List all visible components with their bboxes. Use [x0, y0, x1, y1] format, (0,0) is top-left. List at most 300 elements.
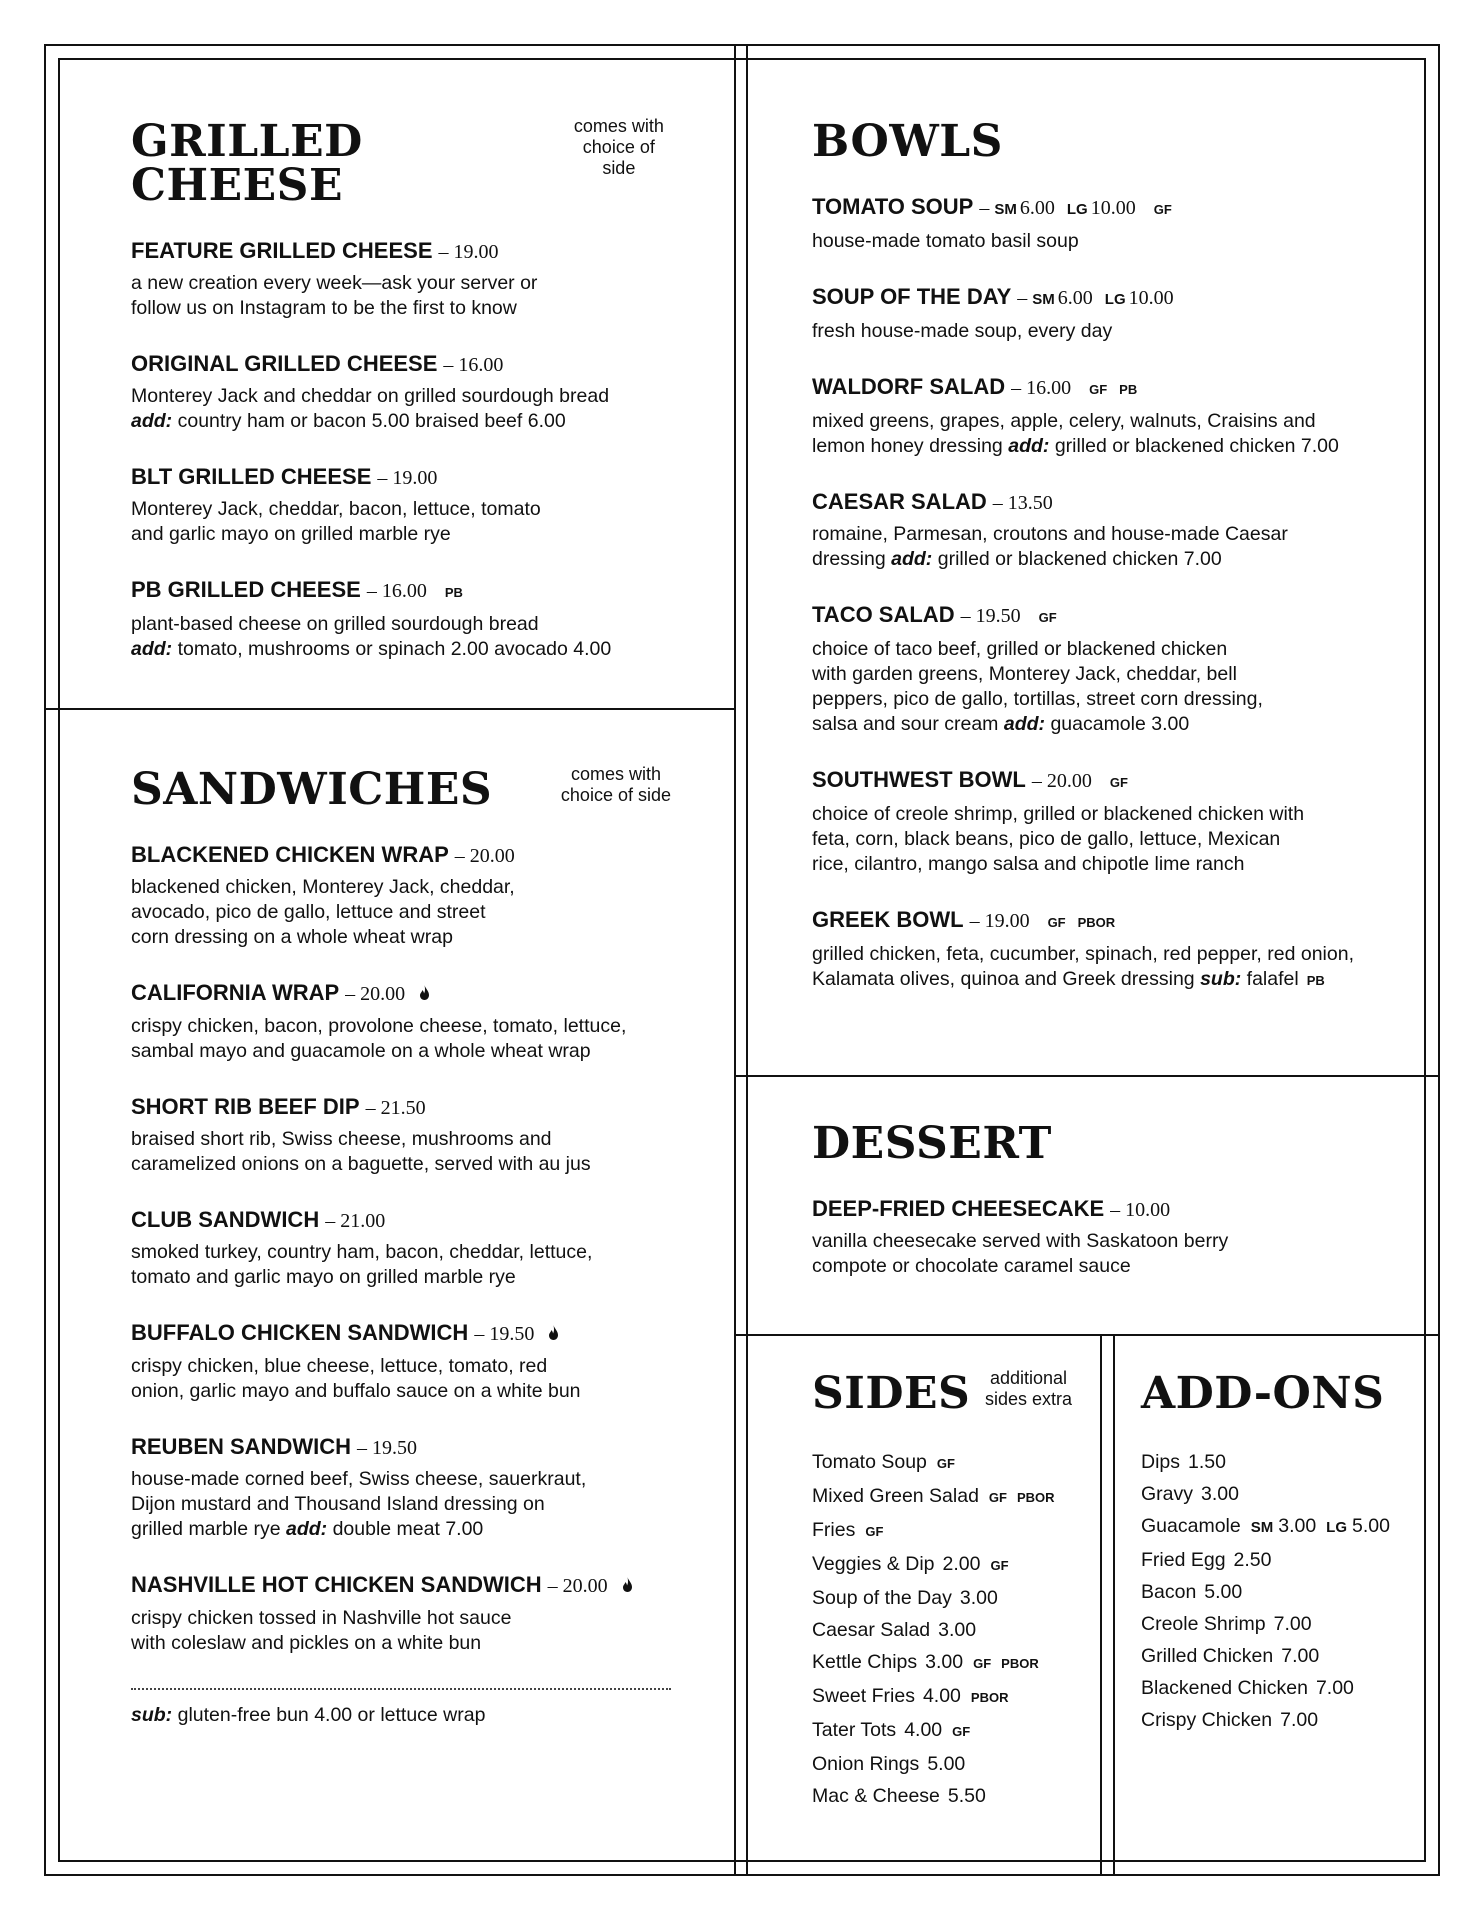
menu-item	[812, 907, 1412, 993]
list-item-price: 1.50	[1188, 1451, 1226, 1473]
item-price: 21.00	[340, 1210, 386, 1232]
item-name-row	[131, 238, 671, 265]
list-item-price: 5.00	[1352, 1515, 1390, 1537]
item-price: 20.00	[1046, 770, 1092, 792]
description-text: Kalamata olives, quinoa and Greek dressing	[812, 968, 1195, 990]
description-line: house-made tomato basil soup	[812, 230, 1079, 252]
price-dash: –	[325, 1210, 336, 1232]
modifier-text: grilled or blackened chicken 7.00	[1054, 435, 1339, 457]
chili-pepper-icon	[419, 982, 430, 1008]
item-name-row	[812, 284, 1412, 313]
item-price: 6.00	[1019, 197, 1055, 219]
item-description	[131, 875, 671, 950]
dotted-separator	[131, 1688, 671, 1690]
menu-item	[131, 1572, 671, 1656]
sandwiches-section	[131, 764, 671, 1727]
price-dash: –	[1011, 377, 1022, 399]
price-dash: –	[1110, 1199, 1121, 1221]
menu-item	[131, 1207, 671, 1290]
modifier-text: guacamole 3.00	[1050, 713, 1190, 735]
item-price: 13.50	[1007, 492, 1053, 514]
item-name: FEATURE GRILLED CHEESE	[131, 238, 433, 263]
diet-tag: GF	[1047, 915, 1066, 930]
item-description	[131, 271, 671, 321]
diet-tag: GF	[973, 1656, 992, 1671]
description-line: choice of taco beef, grilled or blackened chicken	[812, 638, 1228, 660]
section-header	[1141, 1368, 1431, 1419]
item-description	[812, 522, 1412, 572]
menu-item	[812, 194, 1412, 254]
side-note-line: choice of side	[560, 785, 671, 805]
list-item	[1141, 1576, 1431, 1608]
list-item-name: Gravy	[1141, 1483, 1194, 1505]
sides-divider-right	[1113, 1334, 1115, 1876]
diet-tag: GF	[1153, 202, 1172, 217]
item-price: 16.00	[458, 354, 504, 376]
list-item-name: Soup of the Day	[812, 1587, 952, 1609]
description-line: romaine, Parmesan, croutons and house-made Caesar	[812, 523, 1288, 545]
list-item-name: Blackened Chicken	[1141, 1677, 1308, 1699]
price-dash: –	[474, 1323, 485, 1345]
menu-item	[131, 1094, 671, 1177]
description-line: a new creation every week—ask your server or	[131, 272, 538, 294]
item-price: 6.00	[1057, 287, 1093, 309]
item-name-row	[131, 1320, 671, 1348]
menu-item	[131, 980, 671, 1064]
sides-divider-left	[1100, 1334, 1102, 1876]
item-description	[812, 229, 1412, 254]
item-price: 16.00	[1026, 377, 1072, 399]
size-price	[1067, 194, 1136, 223]
description-line: Dijon mustard and Thousand Island dressing on	[131, 1493, 545, 1515]
list-item-price: 3.00	[1201, 1483, 1239, 1505]
description-line: peppers, pico de gallo, tortillas, street corn dressing,	[812, 688, 1263, 710]
item-price: 10.00	[1090, 197, 1136, 219]
item-name-row	[812, 767, 1412, 796]
item-price: 16.00	[381, 580, 427, 602]
size-label: SM	[1250, 1519, 1274, 1536]
list-item-price: 2.50	[1233, 1549, 1272, 1571]
list-item-price: 7.00	[1281, 1645, 1320, 1667]
price-dash: –	[992, 492, 1003, 514]
side-note-line: additional	[989, 1368, 1067, 1388]
modifier-text: country ham or bacon 5.00 braised beef 6.00	[177, 410, 566, 432]
list-item-price: 3.00	[925, 1651, 964, 1673]
diet-tag: GF	[1038, 610, 1057, 625]
item-price: 19.00	[453, 241, 499, 263]
diet-tag: GF	[865, 1524, 884, 1539]
description-line: sambal mayo and guacamole on a whole wheat wrap	[131, 1040, 591, 1062]
description-line: braised short rib, Swiss cheese, mushrooms and	[131, 1128, 552, 1150]
vertical-divider-right	[746, 44, 748, 1876]
list-item-price: 5.00	[927, 1753, 966, 1775]
diet-tag: GF	[988, 1490, 1007, 1505]
price-dash: –	[443, 354, 454, 376]
description-line: rice, cilantro, mango salsa and chipotle lime ranch	[812, 853, 1245, 875]
description-line	[131, 409, 671, 434]
item-description	[131, 1240, 671, 1290]
item-name-row	[812, 602, 1412, 631]
item-description	[131, 497, 671, 547]
item-description	[812, 1229, 1412, 1279]
menu-item	[812, 767, 1412, 877]
section-header	[812, 116, 1412, 167]
menu-item	[812, 284, 1412, 344]
modifier-text: tomato, mushrooms or spinach 2.00 avocado 4.00	[177, 638, 612, 660]
item-name-row	[812, 1196, 1412, 1223]
description-text: grilled marble rye	[131, 1518, 281, 1540]
list-item	[812, 1614, 1072, 1646]
item-name: CALIFORNIA WRAP	[131, 980, 340, 1005]
description-line: house-made corned beef, Swiss cheese, sauerkraut,	[131, 1468, 587, 1490]
item-name: CLUB SANDWICH	[131, 1207, 320, 1232]
description-line: blackened chicken, Monterey Jack, cheddar,	[131, 876, 515, 898]
list-item-name: Sweet Fries	[812, 1685, 915, 1707]
diet-tag: PBOR	[1001, 1656, 1039, 1671]
addons-section	[1141, 1368, 1431, 1736]
section-title: GRILLED CHEESE	[131, 116, 363, 211]
item-name: ORIGINAL GRILLED CHEESE	[131, 351, 438, 376]
item-name-row	[131, 464, 671, 491]
section-header	[131, 116, 671, 211]
item-list	[1141, 1446, 1431, 1736]
modifier-text: double meat 7.00	[332, 1518, 484, 1540]
description-line: and garlic mayo on grilled marble rye	[131, 523, 451, 545]
size-label: SM	[1032, 291, 1055, 308]
side-note-line: comes with	[570, 764, 661, 784]
item-name-row	[131, 980, 671, 1008]
list-item-name: Fries	[812, 1519, 856, 1541]
list-item	[1141, 1510, 1431, 1544]
side-note-line: comes with	[573, 116, 664, 136]
size-price	[1032, 284, 1093, 313]
vertical-divider-left	[734, 44, 736, 1876]
description-line: tomato and garlic mayo on grilled marble rye	[131, 1266, 516, 1288]
description-line: with coleslaw and pickles on a white bun	[131, 1632, 482, 1654]
menu-item	[812, 1196, 1412, 1279]
menu-item	[131, 351, 671, 434]
item-price: 21.50	[380, 1097, 426, 1119]
list-item	[812, 1480, 1072, 1514]
diet-tag: PB	[444, 585, 463, 600]
item-name-row	[812, 194, 1412, 223]
item-name: TOMATO SOUP	[812, 194, 974, 219]
section-header	[812, 1118, 1412, 1169]
list-item	[812, 1646, 1072, 1680]
menu-item	[812, 602, 1412, 737]
size-label: LG	[1326, 1519, 1348, 1536]
item-name-row	[812, 374, 1412, 403]
description-line: crispy chicken, blue cheese, lettuce, tomato, red	[131, 1355, 548, 1377]
item-name: SOUTHWEST BOWL	[812, 767, 1026, 792]
list-item-name: Mac & Cheese	[812, 1785, 940, 1807]
description-line: plant-based cheese on grilled sourdough bread	[131, 613, 539, 635]
description-line: Monterey Jack, cheddar, bacon, lettuce, tomato	[131, 498, 541, 520]
item-name: WALDORF SALAD	[812, 374, 1006, 399]
modifier-label: add:	[131, 410, 173, 432]
price-dash: –	[969, 910, 980, 932]
price-dash: –	[454, 845, 465, 867]
item-name-row	[131, 577, 671, 606]
description-line: compote or chocolate caramel sauce	[812, 1255, 1131, 1277]
item-name: DEEP-FRIED CHEESECAKE	[812, 1196, 1105, 1221]
list-item	[812, 1582, 1072, 1614]
list-item	[812, 1446, 1072, 1480]
list-item	[812, 1548, 1072, 1582]
description-line: fresh house-made soup, every day	[812, 320, 1113, 342]
list-item-name: Guacamole	[1141, 1515, 1241, 1537]
list-item	[1141, 1544, 1431, 1576]
list-item-name: Tater Tots	[812, 1719, 897, 1741]
description-line: mixed greens, grapes, apple, celery, walnuts, Craisins and	[812, 410, 1316, 432]
modifier-label: add:	[285, 1518, 328, 1540]
list-item-price: 3.00	[959, 1587, 998, 1609]
chili-pepper-icon	[548, 1322, 559, 1348]
item-price: 19.50	[372, 1437, 417, 1459]
description-text: dressing	[812, 548, 886, 570]
diet-tag: GF	[952, 1724, 971, 1739]
list-item-name: Fried Egg	[1141, 1549, 1226, 1571]
item-description	[131, 1354, 671, 1404]
description-line: avocado, pico de gallo, lettuce and street	[131, 901, 486, 923]
menu-item	[131, 1320, 671, 1404]
item-price: 10.00	[1128, 287, 1174, 309]
list-item-price: 4.00	[922, 1685, 961, 1707]
description-line: choice of creole shrimp, grilled or blackened chicken with	[812, 803, 1305, 825]
modifier-label: add:	[1008, 435, 1050, 457]
list-item	[812, 1780, 1072, 1812]
item-name-row	[131, 1094, 671, 1121]
side-note	[561, 764, 671, 806]
item-name-row	[131, 1207, 671, 1234]
size-price	[994, 194, 1055, 223]
price-dash: –	[366, 580, 377, 602]
item-list	[812, 1446, 1072, 1812]
diet-tag: GF	[936, 1456, 955, 1471]
menu-item	[131, 238, 671, 321]
side-note-line: sides extra	[984, 1389, 1072, 1409]
list-item	[812, 1748, 1072, 1780]
description-line: crispy chicken, bacon, provolone cheese, tomato, lettuce,	[131, 1015, 627, 1037]
list-item-name: Veggies & Dip	[812, 1553, 935, 1575]
menu-item	[131, 577, 671, 662]
item-name: REUBEN SANDWICH	[131, 1434, 351, 1459]
bowls-divider	[734, 1075, 1440, 1077]
item-description	[812, 802, 1412, 877]
description-line	[812, 547, 1412, 572]
item-name-row	[131, 351, 671, 378]
list-item	[1141, 1608, 1431, 1640]
description-line: with garden greens, Monterey Jack, cheddar, bell	[812, 663, 1237, 685]
price-dash: –	[960, 605, 971, 627]
diet-tag: PB	[1119, 382, 1138, 397]
description-line: onion, garlic mayo and buffalo sauce on a white bun	[131, 1380, 581, 1402]
size-price	[1105, 284, 1174, 313]
bowls-section	[812, 116, 1412, 993]
item-description	[131, 1127, 671, 1177]
item-description	[812, 319, 1412, 344]
description-line	[812, 712, 1412, 737]
list-item-price: 5.00	[1204, 1581, 1243, 1603]
description-line: feta, corn, black beans, pico de gallo, lettuce, Mexican	[812, 828, 1281, 850]
description-line: vanilla cheesecake served with Saskatoon berry	[812, 1230, 1229, 1252]
item-price: 20.00	[360, 983, 406, 1005]
modifier-label: sub:	[1200, 968, 1242, 990]
size-label: SM	[994, 201, 1017, 218]
list-item-name: Bacon	[1141, 1581, 1197, 1603]
list-item-name: Caesar Salad	[812, 1619, 931, 1641]
item-name-row	[131, 842, 671, 869]
list-item	[1141, 1704, 1431, 1736]
list-item	[1141, 1672, 1431, 1704]
section-title: SANDWICHES	[131, 764, 493, 815]
item-name: GREEK BOWL	[812, 907, 964, 932]
item-description	[131, 1467, 671, 1542]
description-line	[812, 967, 1412, 993]
list-item-price: 5.50	[947, 1785, 986, 1807]
menu-item	[812, 489, 1412, 572]
price-dash: –	[1017, 287, 1028, 309]
price-dash: –	[365, 1097, 376, 1119]
item-description	[812, 942, 1412, 993]
section-title: ADD-ONS	[1141, 1368, 1385, 1419]
item-name: SOUP OF THE DAY	[812, 284, 1012, 309]
item-name-row	[131, 1434, 671, 1461]
item-description	[812, 409, 1412, 459]
dessert-section	[812, 1118, 1412, 1279]
price-dash: –	[547, 1575, 558, 1597]
section-header	[812, 1368, 1072, 1419]
size-label: LG	[1104, 291, 1126, 308]
item-name: BUFFALO CHICKEN SANDWICH	[131, 1320, 469, 1345]
list-item-name: Crispy Chicken	[1141, 1709, 1273, 1731]
item-name-row	[131, 1572, 671, 1600]
description-line: corn dressing on a whole wheat wrap	[131, 926, 453, 948]
list-item-name: Grilled Chicken	[1141, 1645, 1274, 1667]
item-description	[131, 384, 671, 434]
item-name-row	[812, 907, 1412, 936]
item-price: 19.50	[489, 1323, 535, 1345]
side-note	[985, 1368, 1072, 1410]
item-price: 19.00	[392, 467, 438, 489]
list-item-name: Tomato Soup	[812, 1451, 927, 1473]
modifier-text: falafel	[1246, 968, 1299, 990]
item-name: CAESAR SALAD	[812, 489, 987, 514]
dessert-divider	[734, 1334, 1440, 1336]
item-name-row	[812, 489, 1412, 516]
modifier-label: add:	[1003, 713, 1046, 735]
item-description	[812, 637, 1412, 737]
item-price: 19.00	[984, 910, 1030, 932]
section-title: SIDES	[812, 1368, 971, 1419]
item-description	[131, 612, 671, 662]
item-name: TACO SALAD	[812, 602, 955, 627]
chili-pepper-icon	[622, 1574, 633, 1600]
price-dash: –	[1031, 770, 1042, 792]
modifier-label: add:	[891, 548, 933, 570]
section-header	[131, 764, 671, 815]
list-item-price: 3.00	[1278, 1515, 1317, 1537]
diet-tag: PBOR	[970, 1690, 1009, 1705]
item-name: NASHVILLE HOT CHICKEN SANDWICH	[131, 1572, 542, 1597]
list-item	[1141, 1446, 1431, 1478]
diet-tag: GF	[990, 1558, 1009, 1573]
modifier-text: grilled or blackened chicken 7.00	[937, 548, 1222, 570]
item-price: 19.50	[975, 605, 1021, 627]
description-line	[131, 1517, 671, 1542]
modifier-label: add:	[131, 638, 173, 660]
list-item-price: 2.00	[942, 1553, 981, 1575]
section-title: DESSERT	[812, 1118, 1052, 1169]
list-item-price: 3.00	[938, 1619, 977, 1641]
item-price: 10.00	[1125, 1199, 1171, 1221]
description-line: follow us on Instagram to be the first to know	[131, 297, 517, 319]
list-item-price: 7.00	[1273, 1613, 1312, 1635]
diet-tag: GF	[1089, 382, 1108, 397]
price-dash: –	[345, 983, 356, 1005]
description-text: lemon honey dressing	[812, 435, 1003, 457]
side-note	[567, 116, 671, 179]
item-name: SHORT RIB BEEF DIP	[131, 1094, 360, 1119]
list-item-name: Mixed Green Salad	[812, 1485, 979, 1507]
list-item-price: 7.00	[1315, 1677, 1354, 1699]
item-name: PB GRILLED CHEESE	[131, 577, 361, 602]
description-text: salsa and sour cream	[812, 713, 999, 735]
description-line	[812, 434, 1412, 459]
grilled-cheese-section	[131, 116, 671, 662]
description-line: crispy chicken tossed in Nashville hot sauce	[131, 1607, 512, 1629]
item-name: BLACKENED CHICKEN WRAP	[131, 842, 449, 867]
price-dash: –	[357, 1437, 367, 1459]
list-item	[812, 1680, 1072, 1714]
list-item-name: Dips	[1141, 1451, 1181, 1473]
grilled-cheese-divider	[44, 708, 736, 710]
list-item	[812, 1514, 1072, 1548]
item-price: 20.00	[469, 845, 515, 867]
price-dash: –	[438, 241, 449, 263]
menu-item	[131, 842, 671, 950]
size-label: LG	[1066, 201, 1088, 218]
sides-section	[812, 1368, 1072, 1812]
section-title: BOWLS	[812, 116, 1003, 167]
diet-tag: GF	[1109, 775, 1128, 790]
menu-item	[131, 1434, 671, 1542]
item-description	[131, 1606, 671, 1656]
price-dash: –	[979, 197, 990, 219]
description-line: smoked turkey, country ham, bacon, cheddar, lettuce,	[131, 1241, 593, 1263]
list-item-name: Creole Shrimp	[1141, 1613, 1266, 1635]
item-description	[131, 1014, 671, 1064]
list-item-name: Onion Rings	[812, 1753, 920, 1775]
list-item-price: 4.00	[904, 1719, 943, 1741]
item-price: 20.00	[562, 1575, 608, 1597]
list-item-price: 7.00	[1280, 1709, 1319, 1731]
side-note-line: choice of side	[582, 137, 655, 178]
description-line: grilled chicken, feta, cucumber, spinach, red pepper, red onion,	[812, 943, 1354, 965]
modifier-text: gluten-free bun 4.00 or lettuce wrap	[177, 1704, 486, 1726]
list-item	[1141, 1640, 1431, 1672]
item-name: BLT GRILLED CHEESE	[131, 464, 372, 489]
diet-tag: PBOR	[1077, 915, 1116, 930]
description-line	[131, 637, 671, 662]
modifier-label: sub:	[131, 1704, 173, 1726]
list-item-name: Kettle Chips	[812, 1651, 918, 1673]
description-line: Monterey Jack and cheddar on grilled sourdough bread	[131, 385, 610, 407]
diet-tag: PBOR	[1016, 1490, 1055, 1505]
menu-item	[131, 464, 671, 547]
description-line: caramelized onions on a baguette, served with au jus	[131, 1153, 591, 1175]
price-dash: –	[377, 467, 388, 489]
